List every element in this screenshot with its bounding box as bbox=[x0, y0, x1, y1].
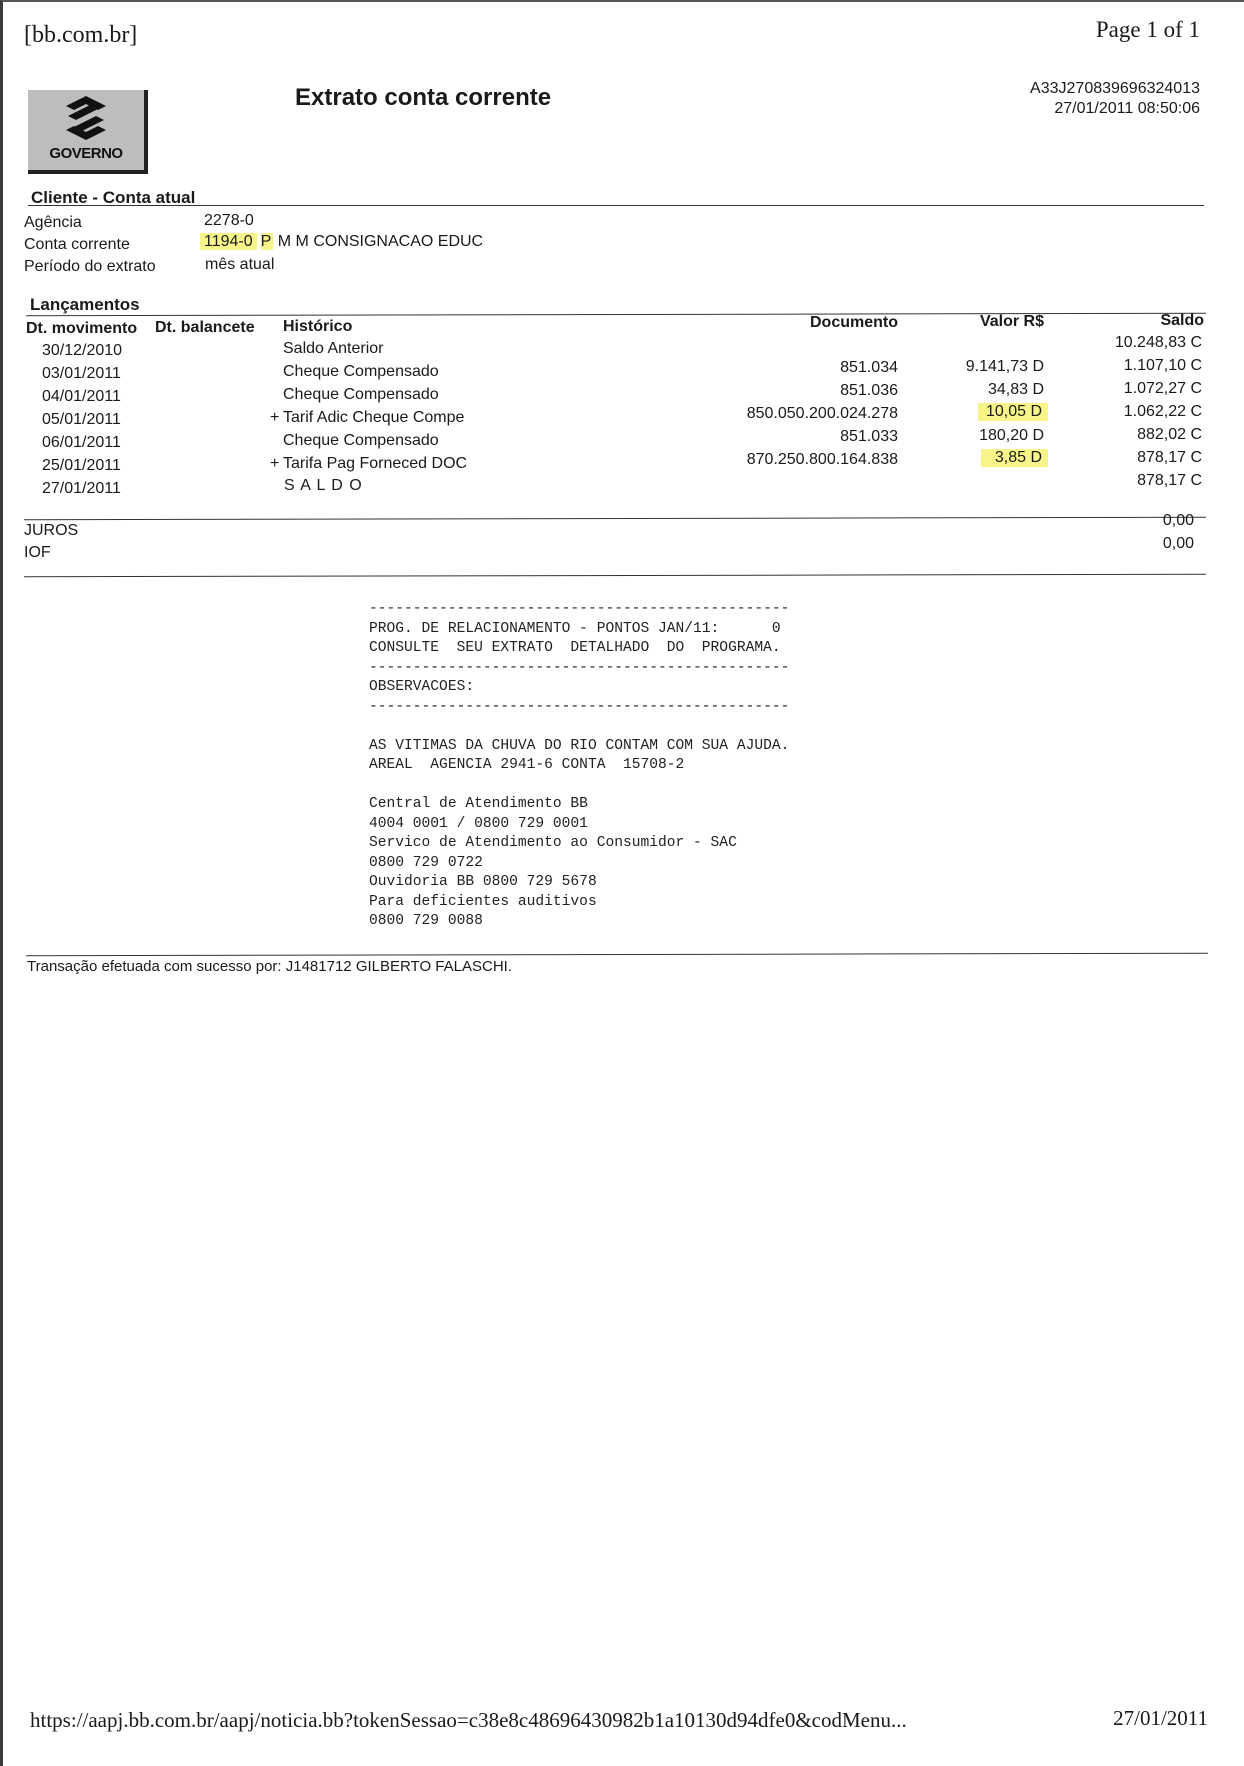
statement-datetime: 27/01/2011 08:50:06 bbox=[1054, 100, 1200, 117]
page-number: Page 1 of 1 bbox=[1095, 17, 1200, 42]
row-4-hist: Cheque Compensado bbox=[283, 432, 439, 449]
row-0-hist: Saldo Anterior bbox=[283, 340, 384, 357]
row-3-date: 05/01/2011 bbox=[42, 411, 121, 428]
sac-phone: 0800 729 0722 bbox=[369, 854, 483, 871]
observacoes-line: OBSERVACOES: bbox=[369, 679, 475, 695]
row-3-hist: Tarif Adic Cheque Compe bbox=[283, 409, 465, 426]
row-5-valor: 3,85 D bbox=[981, 449, 1048, 467]
document-title: Extrato conta corrente bbox=[295, 84, 552, 111]
row-1-hist: Cheque Compensado bbox=[283, 363, 439, 380]
prog-relacionamento-line: PROG. DE RELACIONAMENTO - PONTOS JAN/11: 0 bbox=[369, 620, 781, 637]
site-label: [bb.com.br] bbox=[24, 22, 138, 48]
row-1-saldo: 1.107,10 C bbox=[1123, 357, 1202, 374]
conta-holder: M M CONSIGNACAO EDUC bbox=[277, 233, 484, 250]
col-historico: Histórico bbox=[283, 318, 353, 335]
row-4-valor: 180,20 D bbox=[979, 427, 1044, 444]
footer-date: 27/01/2011 bbox=[1113, 1706, 1208, 1730]
mensagem-dashes-2: ------------------------------------------------ bbox=[369, 659, 790, 676]
col-dt-balancete: Dt. balancete bbox=[155, 319, 255, 336]
periodo-label: Período do extrato bbox=[24, 258, 156, 275]
juros-label: JUROS bbox=[24, 522, 79, 539]
row-3-prefix: + bbox=[270, 409, 280, 426]
row-4-date: 06/01/2011 bbox=[42, 434, 121, 451]
conta-number: 1194-0 bbox=[200, 233, 257, 250]
chuva-line: AS VITIMAS DA CHUVA DO RIO CONTAM COM SUA AJUDA. bbox=[369, 737, 790, 754]
col-documento: Documento bbox=[810, 314, 898, 331]
lancamentos-section-title: Lançamentos bbox=[30, 295, 140, 314]
cliente-divider bbox=[28, 205, 1204, 206]
conta-label: Conta corrente bbox=[24, 236, 130, 253]
agencia-label: Agência bbox=[24, 214, 82, 231]
row-5-date: 25/01/2011 bbox=[42, 457, 121, 474]
central-atendimento-phone: 4004 0001 / 0800 729 0001 bbox=[369, 815, 588, 832]
areal-line: AREAL AGENCIA 2941-6 CONTA 15708-2 bbox=[369, 757, 685, 773]
ouvidoria-line: Ouvidoria BB 0800 729 5678 bbox=[369, 874, 597, 890]
col-valor: Valor R$ bbox=[979, 313, 1044, 330]
conta-value bbox=[200, 233, 483, 251]
logo-governo-text: GOVERNO bbox=[49, 145, 123, 162]
row-5-hist: Tarifa Pag Forneced DOC bbox=[283, 455, 468, 472]
juros-value: 0,00 bbox=[1162, 512, 1194, 529]
periodo-value: mês atual bbox=[205, 256, 275, 273]
row-6-saldo: 878,17 C bbox=[1137, 472, 1202, 489]
row-0-date: 30/12/2010 bbox=[42, 342, 123, 359]
row-6-date: 27/01/2011 bbox=[42, 480, 121, 497]
row-4-doc: 851.033 bbox=[840, 428, 898, 445]
deficientes-phone: 0800 729 0088 bbox=[369, 913, 483, 929]
mensagem-dashes-3: ------------------------------------------------ bbox=[369, 698, 790, 715]
row-2-valor: 34,83 D bbox=[987, 381, 1044, 398]
footer-url: https://aapj.bb.com.br/aapj/noticia.bb?tokenSessao=c38e8c48696430982b1a10130d94dfe0&codMenu... bbox=[30, 1708, 907, 1732]
row-1-date: 03/01/2011 bbox=[42, 365, 121, 382]
mensagem-block bbox=[369, 600, 789, 932]
iof-value: 0,00 bbox=[1162, 535, 1194, 552]
transacao-text: Transação efetuada com sucesso por: J1481712 GILBERTO FALASCHI. bbox=[27, 958, 512, 975]
row-3-saldo: 1.062,22 C bbox=[1123, 403, 1202, 420]
auth-code: A33J270839696324013 bbox=[1030, 80, 1200, 97]
row-1-valor: 9.141,73 D bbox=[965, 358, 1044, 375]
row-3-doc: 850.050.200.024.278 bbox=[746, 405, 898, 422]
row-2-date: 04/01/2011 bbox=[42, 388, 121, 405]
row-2-saldo: 1.072,27 C bbox=[1123, 380, 1202, 397]
row-2-doc: 851.036 bbox=[840, 382, 898, 399]
conta-p: P bbox=[260, 233, 272, 250]
iof-label: IOF bbox=[24, 544, 51, 561]
cliente-section-title: Cliente - Conta atual bbox=[31, 188, 196, 207]
row-3-valor: 10,05 D bbox=[978, 403, 1048, 421]
deficientes-line: Para deficientes auditivos bbox=[369, 893, 597, 910]
col-saldo: Saldo bbox=[1160, 312, 1204, 329]
bb-logo-icon bbox=[62, 96, 110, 140]
mensagem-dashes-1: ------------------------------------------------ bbox=[369, 601, 790, 617]
row-4-saldo: 882,02 C bbox=[1137, 426, 1202, 443]
row-6-hist: S A L D O bbox=[284, 477, 363, 494]
row-5-prefix: + bbox=[270, 455, 280, 472]
row-5-saldo: 878,17 C bbox=[1137, 449, 1202, 466]
sac-line: Servico de Atendimento ao Consumidor - SAC bbox=[369, 835, 737, 851]
bb-logo bbox=[28, 90, 148, 174]
row-0-saldo: 10.248,83 C bbox=[1114, 334, 1202, 351]
col-dt-movimento: Dt. movimento bbox=[26, 320, 138, 337]
row-5-doc: 870.250.800.164.838 bbox=[746, 451, 898, 468]
row-2-hist: Cheque Compensado bbox=[283, 386, 439, 403]
central-atendimento-line: Central de Atendimento BB bbox=[369, 796, 588, 812]
consulte-line: CONSULTE SEU EXTRATO DETALHADO DO PROGRAMA. bbox=[369, 640, 781, 656]
agencia-value: 2278-0 bbox=[204, 212, 254, 229]
row-1-doc: 851.034 bbox=[840, 359, 898, 376]
